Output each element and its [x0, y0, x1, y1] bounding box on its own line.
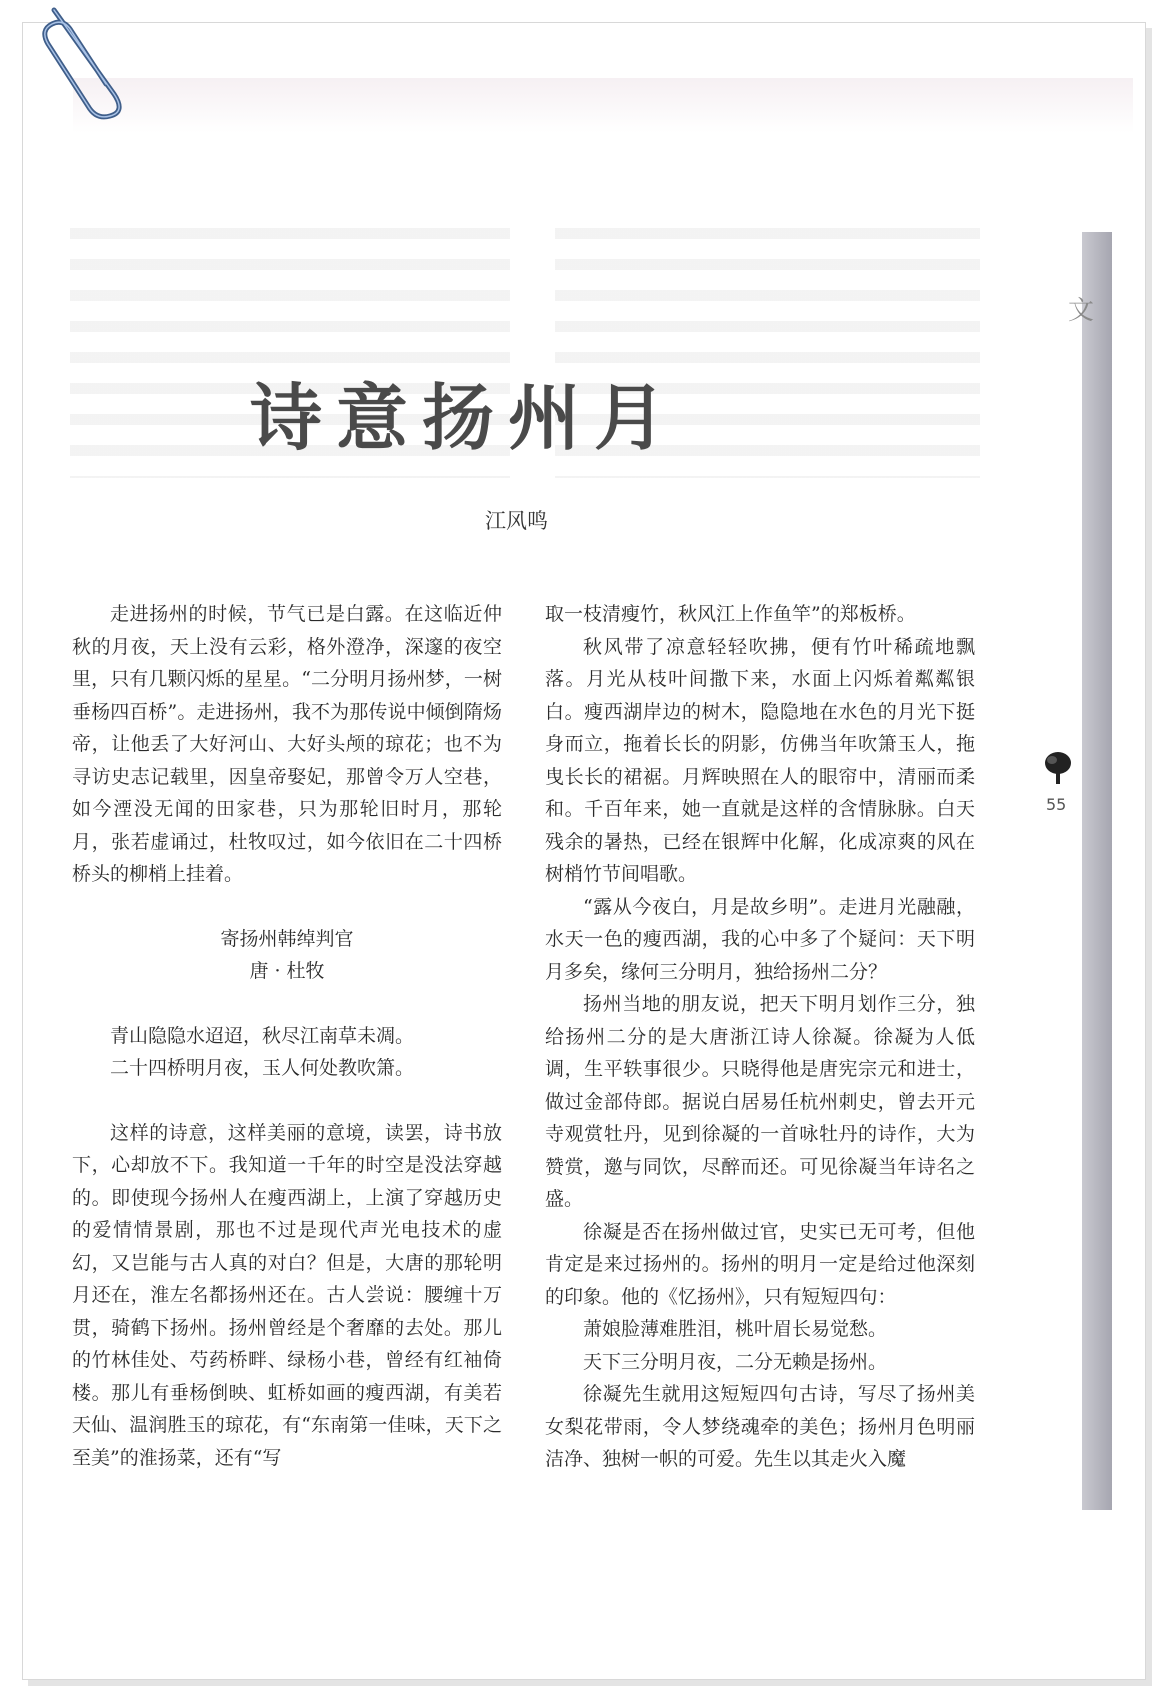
paragraph: “露从今夜白，月是故乡明”。走进月光融融，水天一色的瘦西湖，我的心中多了个疑问：天下明月多矣，缘何三分明月，独给扬州二分？: [545, 895, 975, 983]
paragraph: 扬州当地的朋友说，把天下明月划作三分，独给扬州二分的是大唐浙江诗人徐凝。徐凝为人低调，生平轶事很少。只晓得他是唐宪宗元和进士，做过金部侍郎。据说白居易任杭州刺史，曾去开元寺观赏牡丹，见到徐凝的一首咏牡丹的诗作，大为赞赏，邀与同饮，尽醉而还。可见徐凝当年诗名之盛。: [545, 993, 975, 1210]
poem-line: 二十四桥明月夜，玉人何处教吹箫。: [110, 1057, 415, 1079]
tree-icon: [1042, 750, 1074, 786]
paragraph: 这样的诗意，这样美丽的意境，读罢，诗书放下，心却放不下。我知道一千年的时空是没法穿越的。即使现今扬州人在瘦西湖上，上演了穿越历史的爱情情景剧，那也不过是现代声光电技术的虚幻，又岂能与古人真的对白？但是，大唐的那轮明月还在，淮左名都扬州还在。古人尝说：腰缠十万贯，骑鹤下扬州。扬州曾经是个奢靡的去处。那儿的竹林佳处、芍药桥畔、绿杨小巷，曾经有红袖倚楼。那儿有垂杨倒映、虹桥如画的瘦西湖，有美若天仙、温润胜玉的琼花，有“东南第一佳味，天下之至美”的淮扬菜，还有“写: [72, 1121, 502, 1469]
paragraph: 取一枝清瘦竹，秋风江上作鱼竿”的郑板桥。: [545, 603, 916, 625]
poem-title: 寄扬州韩绰判官: [220, 927, 354, 950]
article-author: 江风鸣: [485, 509, 548, 533]
paragraph: 秋风带了凉意轻轻吹拂，便有竹叶稀疏地飘落。月光从枝叶间撒下来，水面上闪烁着粼粼银白。瘦西湖岸边的树木，隐隐地在水色的月光下挺身而立，拖着长长的阴影，仿佛当年吹箫玉人，拖曳长长的裙裾。月辉映照在人的眼帘中，清丽而柔和。千百年来，她一直就是这样的含情脉脉。白天残余的暑热，已经在银辉中化解，化成凉爽的风在树梢竹节间唱歌。: [545, 635, 975, 885]
poem-line: 青山隐隐水迢迢，秋尽江南草未凋。: [110, 1024, 415, 1047]
page-number: 55: [1046, 795, 1067, 814]
article-title: 诗意扬州月: [250, 376, 681, 460]
section-mark: 文: [1068, 296, 1095, 326]
poem-author: 唐 · 杜牧: [249, 960, 325, 982]
left-column: [72, 598, 502, 1474]
paperclip-icon: [36, 2, 136, 122]
paragraph: 徐凝是否在扬州做过官，史实已无可考，但他肯定是来过扬州的。扬州的明月一定是给过他深刻的印象。他的《忆扬州》，只有短短四句：: [545, 1220, 975, 1308]
poem-line: 萧娘脸薄难胜泪，桃叶眉长易觉愁。: [583, 1318, 888, 1340]
side-bar: [1082, 232, 1112, 1510]
top-fade: [73, 78, 1133, 133]
poem-line: 天下三分明月夜，二分无赖是扬州。: [583, 1350, 888, 1373]
right-column: [545, 598, 975, 1476]
paragraph: 走进扬州的时候，节气已是白露。在这临近仲秋的月夜，天上没有云彩，格外澄净，深邃的夜空里，只有几颗闪烁的星星。“二分明月扬州梦，一树垂杨四百桥”。走进扬州，我不为那传说中倾倒隋炀帝，让他丢了大好河山、大好头颅的琼花；也不为寻访史志记载里，因皇帝娶妃，那曾令万人空巷，如今湮没无闻的田家巷，只为那轮旧时月，那轮月，张若虚诵过，杜牧叹过，如今依旧在二十四桥桥头的柳梢上挂着。: [72, 603, 502, 885]
paragraph: 徐凝先生就用这短短四句古诗，写尽了扬州美女梨花带雨，令人梦绕魂牵的美色；扬州月色明丽洁净、独树一帜的可爱。先生以其走火入魔: [545, 1383, 975, 1470]
